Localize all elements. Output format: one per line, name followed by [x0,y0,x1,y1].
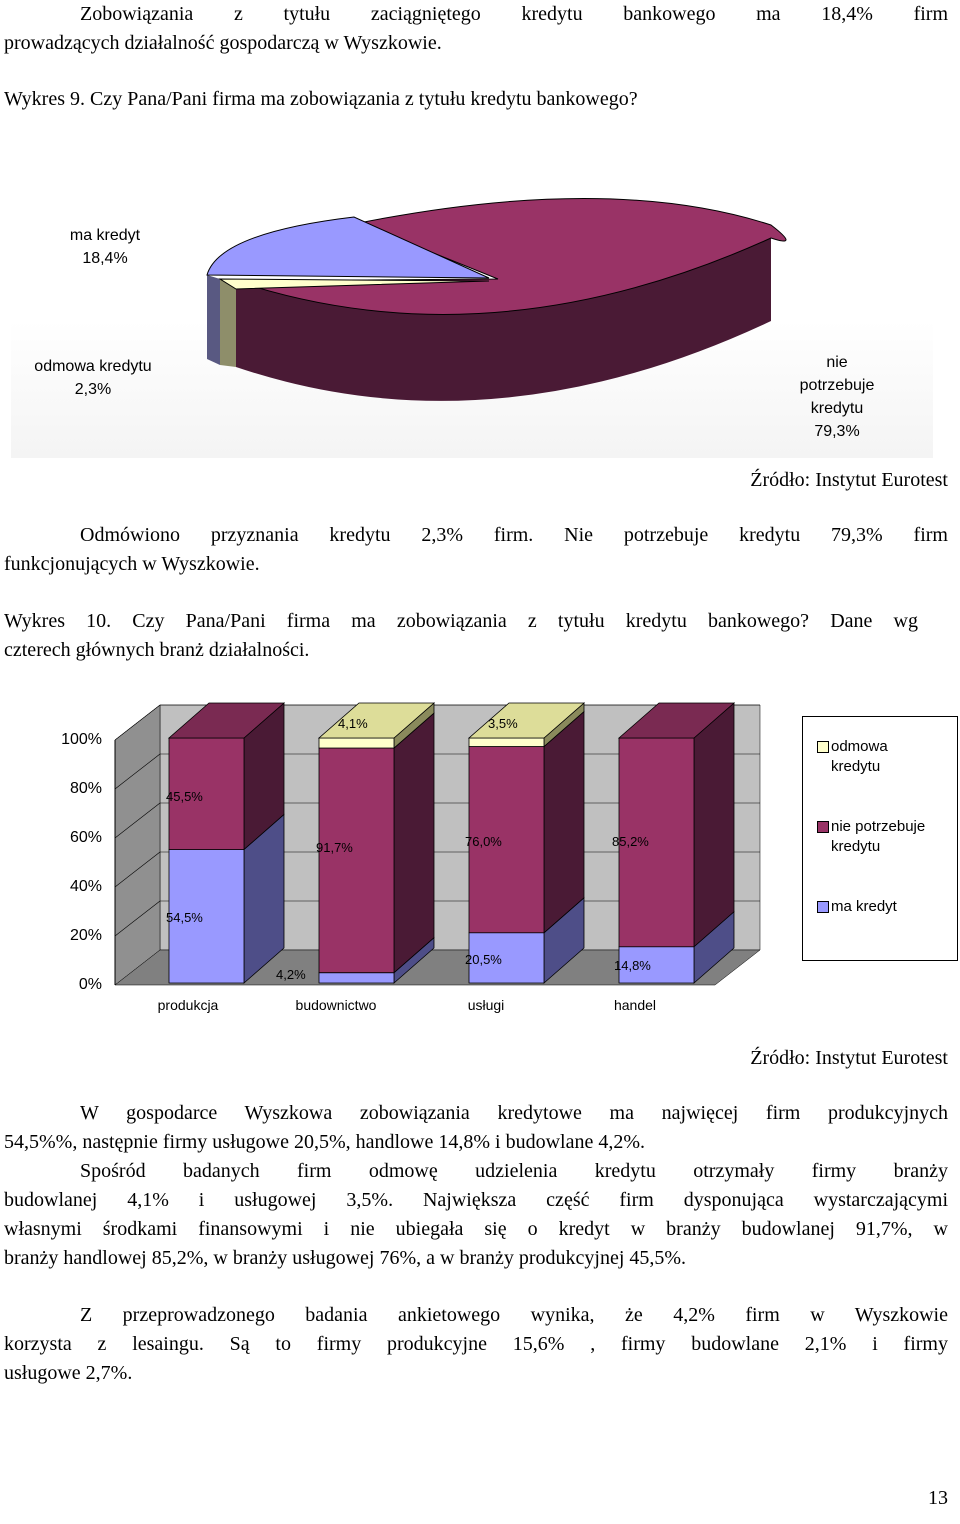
label-uslugi-nie: 76,0% [465,834,502,849]
category-uslugi: usługi [467,997,505,1013]
pie-chart [11,153,933,458]
legend-swatch-odmowa [817,741,829,753]
label-produkcja-nie: 45,5% [166,789,203,804]
ytick-60: 60% [69,829,102,846]
pie-label-nie-potrzebuje: nie potrzebuje kredytu 79,3% [799,354,875,440]
pie-side-odmowa [220,279,236,367]
bar-side-usługi [544,712,584,933]
bar-ma-kredyt-budownictwo [319,973,394,983]
legend-item-ma-kredyt: ma kredyt [817,897,897,917]
ytick-20: 20% [69,927,102,944]
label-uslugi-odmowa: 3,5% [488,716,518,731]
leasing-line-3: usługowe 2,7%. [4,1362,133,1384]
legend-item-odmowa: odmowa kredytu [817,737,888,777]
bar-odmowa-kredytu-budownictwo [319,738,394,748]
bar-nie-potrzebuje-kredytu-budownictwo [319,748,394,973]
label-handel-ma: 14,8% [614,958,651,973]
ytick-80: 80% [69,780,102,797]
leasing-line-1: Z przeprowadzonego badania ankietowego wynika, że 4,2% firm w Wyszkowie [80,1304,948,1326]
label-handel-nie: 85,2% [612,834,649,849]
summary-line-4: budowlanej 4,1% i usługowej 3,5%. Największa część firm dysponująca wystarczającymi [4,1189,948,1211]
chart10-caption-2: czterech głównych branż działalności. [4,639,310,661]
summary-line-3: Spośród badanych firm odmowę udzielenia kredytu otrzymały firmy branży [80,1160,948,1182]
label-produkcja-ma: 54,5% [166,910,203,925]
category-produkcja: produkcja [157,997,219,1013]
source-chart9: Źródło: Instytut Eurotest [750,469,948,491]
bar-side-handel [694,703,734,947]
category-handel: handel [613,997,657,1013]
leasing-line-2: korzysta z lesaingu. Są to firmy produkcyjne 15,6% , firmy budowlane 2,1% i firmy [4,1333,948,1355]
chart10-caption-1: Wykres 10. Czy Pana/Pani firma ma zobowiązania z tytułu kredytu bankowego? Dane wg [4,610,918,632]
source-chart10: Źródło: Instytut Eurotest [750,1047,948,1069]
category-budownictwo: budownictwo [295,997,377,1013]
label-uslugi-ma: 20,5% [465,952,502,967]
legend-swatch-ma-kredyt [817,901,829,913]
label-budownictwo-odmowa: 4,1% [338,716,368,731]
ytick-40: 40% [69,878,102,895]
ytick-100: 100% [61,731,102,748]
summary-line-1: W gospodarce Wyszkowa zobowiązania kredytowe ma najwięcej firm produkcyjnych [80,1102,948,1124]
pie-side-ma-kredyt [207,275,220,365]
bar-chart-side-wall [115,705,160,985]
summary-line-5: własnymi środkami finansowymi i nie ubiegała się o kredyt w branży budowlanej 91,7%, w [4,1218,948,1240]
bar-odmowa-kredytu-usługi [469,738,544,747]
bar-chart-legend [802,716,958,961]
chart9-caption: Wykres 9. Czy Pana/Pani firma ma zobowiązania z tytułu kredytu bankowego? [4,88,638,110]
legend-item-nie-potrzebuje: nie potrzebuje kredytu [817,817,925,857]
mid-line-1: Odmówiono przyznania kredytu 2,3% firm. Nie potrzebuje kredytu 79,3% firm [80,524,948,546]
intro-line-1: Zobowiązania z tytułu zaciągniętego kredytu bankowego ma 18,4% firm [80,3,948,25]
pie-label-ma-kredyt: ma kredyt 18,4% [69,227,141,267]
summary-line-2: 54,5%%, następnie firmy usługowe 20,5%, handlowe 14,8% i budowlane 4,2%. [4,1131,645,1153]
intro-line-2: prowadzących działalność gospodarczą w Wyszkowie. [4,32,442,54]
label-budownictwo-nie: 91,7% [316,840,353,855]
summary-line-6: branży handlowej 85,2%, w branży usługowej 76%, a w branży produkcyjnej 45,5%. [4,1247,687,1269]
bar-side-budownictwo [394,713,434,973]
label-budownictwo-ma: 4,2% [276,967,306,982]
pie-label-odmowa: odmowa kredytu 2,3% [34,358,152,398]
ytick-0: 0% [78,976,102,993]
page-number: 13 [928,1487,948,1509]
legend-swatch-nie-potrzebuje [817,821,829,833]
mid-line-2: funkcjonujących w Wyszkowie. [4,553,260,575]
